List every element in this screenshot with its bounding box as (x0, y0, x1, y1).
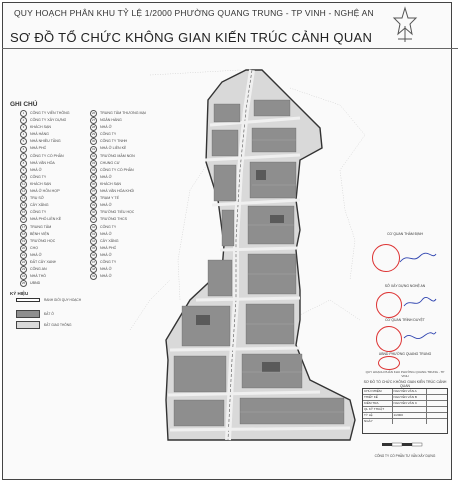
legend-item-label: CÔNG TY (30, 174, 47, 179)
legend-item-label: CÔNG TY TNHH (100, 139, 128, 144)
legend-item-label: KHÁCH SẠN (30, 181, 51, 186)
legend-item-number: 34 (91, 167, 96, 172)
legend-item-label: NHÀ VĂN HÓA KHỐI (100, 189, 135, 194)
legend-item-number: 23 (21, 267, 26, 272)
legend-item-number: 19 (21, 238, 26, 243)
title-block-cell (427, 413, 447, 418)
legend-item-number: 40 (91, 210, 96, 215)
legend-item-number: 13 (21, 196, 26, 201)
legend-item-label: NHÀ Ở (100, 174, 112, 179)
legend-item-label: TRẠM Y TẾ (100, 196, 119, 201)
legend-item-label: NHÀ Ở (30, 167, 42, 172)
legend-item-label: CÔNG TY (100, 224, 117, 229)
title-block-cell: TỶ LỆ (363, 413, 393, 418)
legend-item-number: 43 (91, 231, 96, 236)
title-block-cell: KIỂM TRA (363, 401, 393, 406)
legend-item-number: 24 (21, 274, 26, 279)
legend-item-number: 42 (91, 224, 96, 229)
legend-item-number: 49 (91, 274, 96, 279)
legend-item-label: TRUNG TÂM THƯƠNG MẠI (100, 111, 146, 115)
legend-item-label: NHÀ HÀNG (30, 132, 49, 137)
legend-item-number: 9 (20, 167, 27, 174)
legend-item-number: 3 (20, 124, 27, 131)
title-block-cell: NGUYỄN VĂN A (393, 389, 428, 394)
legend-item-label: BỆNH VIỆN (30, 231, 50, 236)
legend-item-label: NHÀ Ở (100, 252, 112, 257)
title-block-heading: SƠ ĐỒ TỔ CHỨC KHÔNG GIAN KIẾN TRÚC CẢNH QUAN (363, 380, 447, 388)
legend-item-label: NHÀ Ở HỖN HỢP (30, 189, 60, 194)
legend-item-number: 44 (91, 238, 96, 243)
legend-item-number: 2 (20, 117, 27, 124)
legend-item-number: 5 (20, 138, 27, 145)
legend-item-label: CÔNG TY CỔ PHẦN (30, 153, 64, 158)
legend-item-label: KHÁCH SẠN (100, 181, 121, 186)
legend-item-label: TRƯỜNG HỌC (30, 238, 56, 243)
legend-item-label: ĐẤT CÂY XANH (30, 259, 57, 264)
legend-item-number: 32 (91, 153, 96, 158)
signature-3 (402, 330, 438, 344)
legend-item-label: NHÀ Ở (100, 231, 112, 236)
legend-item-label: NHÀ PHỐ LIỀN KỀ (30, 217, 62, 222)
legend-item-label: CÔNG TY VIỄN THÔNG (30, 111, 70, 115)
scale-bar (362, 440, 448, 450)
legend-item-number: 1 (20, 110, 27, 117)
kyhieu-heading: KÝ HIỆU (10, 291, 29, 296)
legend-item-label: NHÀ Ở (100, 274, 112, 279)
legend-item-number: 4 (20, 131, 27, 138)
legend-item-label: CHUNG CƯ (100, 160, 120, 165)
legend-item-number: 39 (91, 203, 96, 208)
title-block-cell: 1/2000 (393, 413, 428, 418)
legend-item-number: 18 (21, 231, 26, 236)
legend-item-number: 14 (21, 203, 26, 208)
legend-item-label: NHÀ NHIỀU TẦNG (30, 139, 61, 144)
legend-item-number: 7 (20, 153, 27, 160)
legend-item-number: 45 (91, 245, 96, 250)
legend-item-number: 12 (21, 189, 26, 194)
stamp-1 (372, 244, 400, 272)
legend-item-label: UBND (30, 281, 41, 286)
legend-item-number: 10 (21, 174, 26, 179)
title-block-table (362, 388, 448, 434)
legend-item-number: 46 (91, 252, 96, 257)
stamp-3 (376, 326, 402, 352)
stamp-2 (376, 292, 402, 318)
title-block-cell: NGUYỄN VĂN C (393, 401, 428, 406)
legend-item-label: TRỤ SỞ (30, 196, 44, 201)
legend-item-number: 6 (20, 146, 27, 153)
legend-item-number: 47 (91, 260, 96, 265)
title-block-cell (427, 419, 447, 424)
legend-item-number: 31 (91, 146, 96, 151)
legend-item-label: NHÀ THỜ (30, 274, 47, 279)
approval-agency-2: SỞ XÂY DỰNG NGHỆ AN (384, 284, 426, 288)
legend-item-number: 35 (91, 174, 96, 179)
legend-item-label: CÔNG TY (30, 210, 47, 215)
footer-company: CÔNG TY CỔ PHẦN TƯ VẤN XÂY DỰNG (374, 454, 436, 458)
legend-item-label: KHÁCH SẠN (30, 125, 51, 130)
legend-item-number: 33 (91, 160, 96, 165)
legend-item-number: 15 (21, 210, 26, 215)
legend-item-number: 28 (91, 125, 96, 130)
title-block-sub: QUY HOẠCH PHÂN KHU PHƯỜNG QUANG TRUNG - TP VINH (365, 370, 445, 378)
legend-item-label: CHỢ (30, 245, 39, 250)
legend-item-label: NHÀ PHỐ (30, 146, 47, 151)
stamp-4 (378, 356, 400, 370)
approval-agency-3: CƠ QUAN TRÌNH DUYỆT (385, 318, 425, 322)
legend-heading: GHI CHÚ (10, 101, 38, 108)
title-line-1: QUY HOẠCH PHÂN KHU TỶ LỆ 1/2000 PHƯỜNG QUANG TRUNG - TP VINH - NGHỆ AN (14, 8, 374, 18)
legend-item-label: TRƯỜNG MẦM NON (100, 153, 135, 158)
legend-item-number: 36 (91, 181, 96, 186)
legend-item-label: NHÀ VĂN HÓA (30, 160, 55, 165)
title-block-cell: THIẾT KẾ (363, 395, 393, 400)
legend-item-number: 29 (91, 132, 96, 137)
legend-item-label: NHÀ Ở LIỀN KỀ (100, 146, 127, 151)
legend-item-number: 11 (21, 181, 26, 186)
title-block-cell: CHỦ NHIỆM (363, 389, 393, 394)
legend-item-number: 26 (91, 111, 96, 116)
title-block-cell: NGUYỄN VĂN B (393, 395, 428, 400)
kyhieu-road-label: ĐẤT GIAO THÔNG (44, 323, 72, 327)
legend-item-label: CÔNG TY (100, 259, 117, 264)
kyhieu-boundary-label: RANH GIỚI QUY HOẠCH (44, 298, 82, 302)
title-block-cell (427, 407, 447, 412)
approval-agency-4: UBND PHƯỜNG QUANG TRUNG (378, 352, 432, 356)
legend-item-label: TRƯỜNG THCS (100, 217, 128, 222)
legend-item-number: 48 (91, 267, 96, 272)
legend-item-number: 37 (91, 189, 96, 194)
legend-item-number: 25 (21, 281, 26, 286)
legend-item-label: NHÀ Ở (100, 267, 112, 272)
legend-item-label: CÂY XĂNG (100, 238, 119, 243)
legend-item-label: CÔNG TY XÂY DỰNG (30, 118, 67, 123)
legend-item-number: 30 (91, 139, 96, 144)
legend-item-label: NHÀ Ở (30, 252, 42, 257)
legend-item-label: CÂY XĂNG (30, 203, 49, 208)
title-line-2: SƠ ĐỒ TỔ CHỨC KHÔNG GIAN KIẾN TRÚC CẢNH QUAN (10, 30, 373, 45)
legend-item-number: 17 (21, 224, 26, 229)
title-block-cell: QL KỸ THUẬT (363, 407, 393, 412)
legend-item-label: NHÀ PHỐ (100, 245, 117, 250)
legend-item-label: NGÂN HÀNG (100, 118, 122, 123)
legend-item-label: TRUNG TÂM (30, 224, 52, 229)
legend-item-number: 41 (91, 217, 96, 222)
legend-item-number: 27 (91, 118, 96, 123)
title-block-cell (427, 401, 447, 406)
title-block-row (363, 419, 447, 424)
title-block-cell: NGÀY (363, 419, 393, 424)
title-block-cell (427, 395, 447, 400)
legend-item-label: NHÀ Ở (100, 203, 112, 208)
signature-1 (398, 250, 438, 266)
legend-item-number: 21 (21, 252, 26, 257)
legend-item-label: TRƯỜNG TIỂU HỌC (100, 210, 135, 215)
legend-item-label: CÔNG TY CỔ PHẦN (100, 167, 134, 172)
approval-agency-1: CƠ QUAN THẨM ĐỊNH (387, 232, 423, 236)
legend-item-number: 38 (91, 196, 96, 201)
kyhieu-residential-label: ĐẤT Ở (44, 312, 54, 316)
title-block-cell (393, 419, 428, 424)
legend-item-label: NHÀ Ở (100, 125, 112, 130)
legend-item-number: 16 (21, 217, 26, 222)
title-block-cell (393, 407, 428, 412)
title-block-cell (427, 389, 447, 394)
legend-item-number: 8 (20, 160, 27, 167)
legend-item-number: 20 (21, 245, 26, 250)
legend-item-label: CÔNG TY (100, 132, 117, 137)
legend-item-number: 22 (21, 260, 26, 265)
legend-item-label: CÔNG AN (30, 267, 47, 272)
signature-2 (402, 296, 438, 310)
